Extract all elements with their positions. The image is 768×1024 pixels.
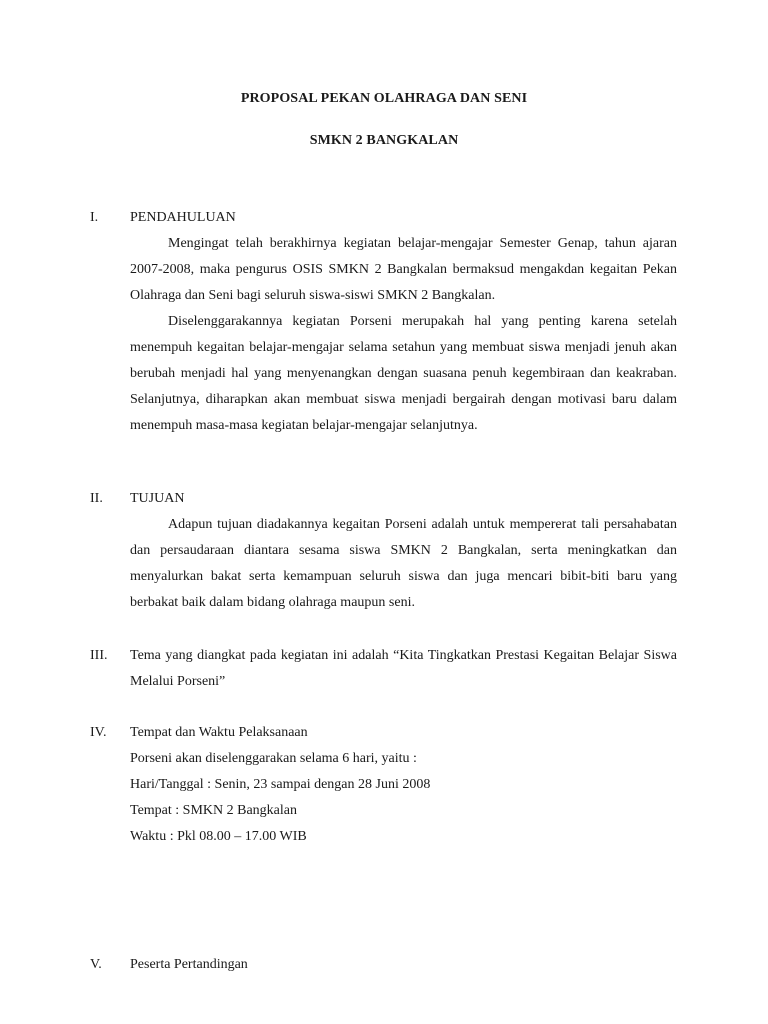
paragraph: Mengingat telah berakhirnya kegiatan belajar-mengajar Semester Genap, tahun ajaran 2007-2008, maka pengurus OSIS SMKN 2 Bangkalan bermaksud mengakdan kegaitan Pekan Olahraga dan Seni bagi seluruh siswa-siswi SMKN 2 Bangkalan. xyxy=(130,236,677,303)
section-number: V. xyxy=(90,957,102,972)
section-number: III. xyxy=(90,648,108,663)
section-content xyxy=(130,486,677,616)
document-subtitle: SMKN 2 BANGKALAN xyxy=(309,133,459,148)
section-content xyxy=(130,205,677,439)
section-heading: PENDAHULUAN xyxy=(130,210,236,225)
detail-line: Tempat : SMKN 2 Bangkalan xyxy=(130,803,297,818)
detail-line: Waktu : Pkl 08.00 – 17.00 WIB xyxy=(130,829,307,844)
document-title: PROPOSAL PEKAN OLAHRAGA DAN SENI xyxy=(240,91,528,106)
section-number: I. xyxy=(90,210,99,225)
section-heading: Tempat dan Waktu Pelaksanaan xyxy=(130,725,308,740)
section-heading: Peserta Pertandingan xyxy=(130,957,248,972)
section-heading: TUJUAN xyxy=(130,491,185,506)
paragraph: Adapun tujuan diadakannya kegaitan Porseni adalah untuk mempererat tali persahabatan dan persaudaraan diantara sesama siswa SMKN 2 Bangkalan, serta meningkatkan dan menyalurkan bakat serta kemampuan seluruh siswa dan juga mencari bibit-biti baru yang berbakat baik dalam bidang olahraga maupun seni. xyxy=(130,517,677,610)
section-content xyxy=(130,643,677,695)
paragraph: Tema yang diangkat pada kegiatan ini adalah “Kita Tingkatkan Prestasi Kegaitan Belajar Siswa Melalui Porseni” xyxy=(130,648,677,689)
detail-line: Hari/Tanggal : Senin, 23 sampai dengan 28 Juni 2008 xyxy=(130,777,431,792)
detail-line: Porseni akan diselenggarakan selama 6 hari, yaitu : xyxy=(130,751,417,766)
section-number: II. xyxy=(90,491,103,506)
paragraph: Diselenggarakannya kegiatan Porseni merupakah hal yang penting karena setelah menempuh kegaitan belajar-mengajar selama setahun yang membuat siswa menjadi jenuh akan berubah menjadi hal yang menyenangkan dengan suasana penuh kegembiraan dan keakraban. Selanjutnya, diharapkan akan membuat siswa menjadi bergairah dengan motivasi baru dalam menempuh masa-masa kegiatan belajar-mengajar selanjutnya. xyxy=(130,314,677,433)
section-content xyxy=(130,720,677,850)
section-number: IV. xyxy=(90,725,107,740)
section-content xyxy=(130,952,677,978)
